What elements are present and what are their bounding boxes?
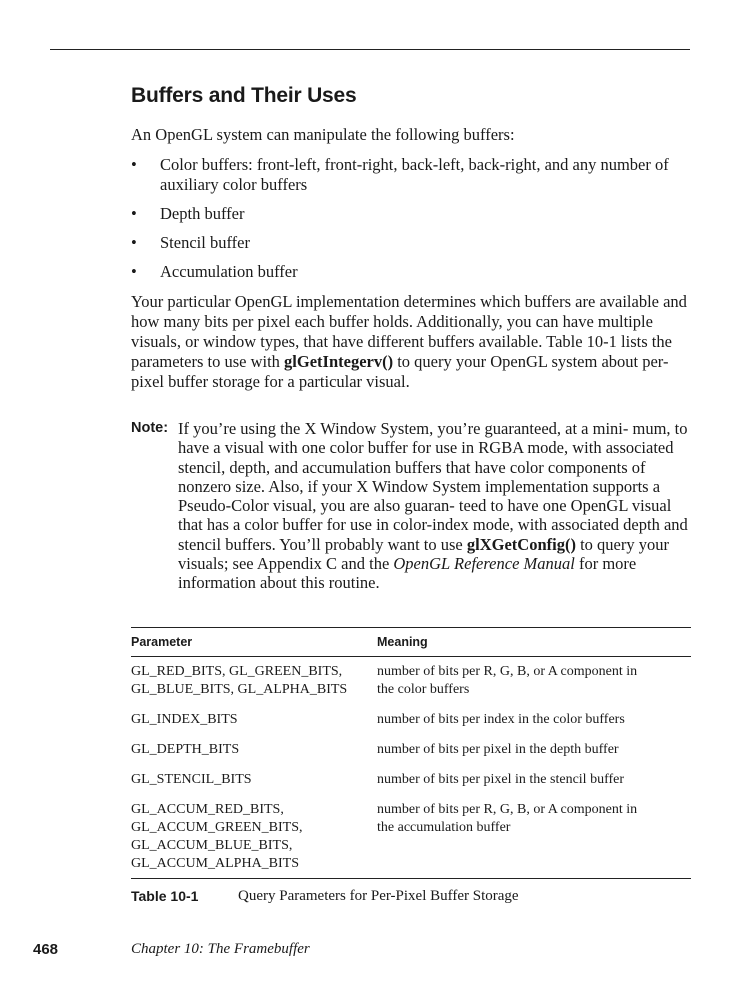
section-heading: Buffers and Their Uses <box>131 84 357 107</box>
note-block <box>131 419 693 593</box>
param-cell: GL_ACCUM_RED_BITS, GL_ACCUM_GREEN_BITS, GL_ACCUM_BLUE_BITS, GL_ACCUM_ALPHA_BITS <box>131 802 303 871</box>
bullet-icon: • <box>131 155 137 174</box>
meaning-cell: number of bits per index in the color buffers <box>377 712 625 727</box>
param-cell: GL_DEPTH_BITS <box>131 742 240 757</box>
paragraph-text: Your particular OpenGL implementation determines which buffers are available and how many bits per pixel each buffer holds. Additionally, you can have multiple visuals, or window types, that have different buffers available. Table 10-1 lists the parameters to use with <box>131 292 687 371</box>
table-bottom-rule <box>131 878 691 879</box>
meaning-cell: number of bits per R, G, B, or A component in the accumulation buffer <box>377 802 638 835</box>
param-cell: GL_INDEX_BITS <box>131 712 238 727</box>
meaning-cell: number of bits per pixel in the stencil buffer <box>377 772 625 787</box>
chapter-footer: Chapter 10: The Framebuffer <box>131 941 310 957</box>
paragraph-full-text <box>0 0 1 1</box>
note-text-part: If you’re using the X Window System, you’re guaranteed, at a mini- mum, to have a visual with one color buffer for use in RGBA mode, with associated stencil, depth, and accumulation buffers that have color components of nonzero size. Also, if your X Window System implementation supports a Pseudo-Color visual, you are also guaran- teed to have one OpenGL visual that has a color buffer for use in color-index mode, with associated depth and stencil buffers. You’ll probably want to use <box>178 419 688 554</box>
list-item-text: Color buffers: front-left, front-right, back-left, back-right, and any number of auxiliary color buffers <box>160 155 669 194</box>
bullet-icon: • <box>131 233 137 252</box>
intro-paragraph: An OpenGL system can manipulate the following buffers: <box>131 125 515 144</box>
list-item-text: Depth buffer <box>160 204 245 223</box>
list-item <box>131 233 691 253</box>
column-header-meaning: Meaning <box>377 635 428 649</box>
note-text-part: for more information about this routine. <box>178 554 637 593</box>
caption-label: Table 10-1 <box>131 888 199 904</box>
buffer-list <box>131 155 691 291</box>
bullet-icon: • <box>131 204 137 223</box>
list-item <box>131 155 691 195</box>
param-cell: GL_STENCIL_BITS <box>131 772 252 787</box>
note-label: Note: <box>131 420 169 436</box>
column-header-parameter: Parameter <box>131 635 193 649</box>
note-text-part: to query your visuals; see Appendix C and the <box>178 534 669 574</box>
function-name: glGetIntegerv() <box>284 352 394 371</box>
table-caption <box>131 888 519 906</box>
bullet-icon: • <box>131 262 137 281</box>
meaning-cell: number of bits per R, G, B, or A component in the color buffers <box>377 664 638 697</box>
list-item <box>131 204 691 224</box>
list-item-text: Stencil buffer <box>160 233 250 252</box>
paragraph-text: to query your OpenGL system about per-pixel buffer storage for a particular visual. <box>131 352 669 391</box>
note-text <box>178 419 693 593</box>
list-item <box>131 262 691 282</box>
table-header-rule <box>131 656 691 657</box>
meaning-cell: number of bits per pixel in the depth buffer <box>377 742 619 757</box>
param-cell: GL_RED_BITS, GL_GREEN_BITS, GL_BLUE_BITS, GL_ALPHA_BITS <box>131 664 348 697</box>
table-top-rule <box>131 627 691 628</box>
book-title: OpenGL Reference Manual <box>393 554 575 574</box>
body-paragraph <box>131 292 693 392</box>
header-rule <box>50 49 690 50</box>
function-name: glXGetConfig() <box>466 534 576 554</box>
page-number: 468 <box>33 941 59 958</box>
list-item-text: Accumulation buffer <box>160 262 298 281</box>
caption-text: Query Parameters for Per-Pixel Buffer Storage <box>238 888 519 904</box>
